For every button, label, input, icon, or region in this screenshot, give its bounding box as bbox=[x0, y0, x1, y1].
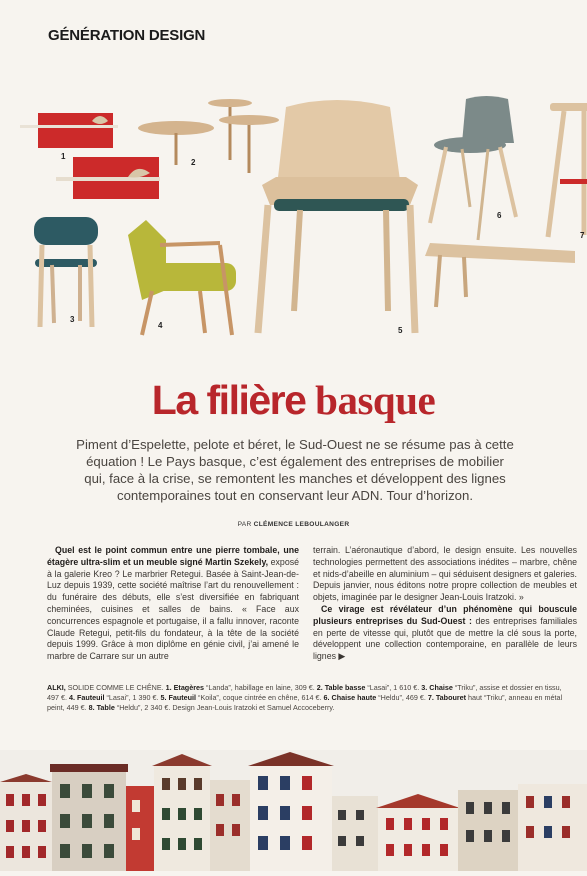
body-text: exposé à la galerie Kreo ? Le marbrier Retegui. Basée à Saint-Jean-de-Luz depuis 1939, cette société maîtrise l’art du renouvellement : du funéraire des débuts, elle s’est diversifiée en fabriquant cheminées, cuisines et salles de bains. « Face aux concurrences espagnole et portugaise, il a fallu innover, raconte Claude Retegui, petit-fils du fondateur, à la tête de la société depuis 1999. Grâce à mon diplôme en génie civil, j’ai amené le marbre de Carrare sur un autre bbox=[47, 556, 299, 662]
caption-detail: “Koila”, coque cintrée en chêne, 614 €. bbox=[196, 693, 322, 702]
house bbox=[126, 786, 156, 871]
subhead-bold: Ce virage est révélateur d’un phénomène qui bouscule plusieurs entreprises du Sud-Ouest : bbox=[313, 603, 577, 626]
house bbox=[152, 754, 212, 871]
body-column-left bbox=[47, 545, 299, 663]
caption-num: 4. bbox=[68, 693, 75, 702]
house bbox=[210, 780, 250, 871]
body-column-right bbox=[313, 545, 577, 663]
caption-name: Fauteuil bbox=[76, 693, 105, 702]
caption-detail: “Heldu”, 2 340 €. Design Jean-Louis Iratzoki et Samuel Accoceberry. bbox=[114, 703, 335, 712]
caption-num: 2. bbox=[316, 683, 323, 692]
high-chair-heldu bbox=[430, 96, 516, 240]
shelf-landa-upper bbox=[20, 113, 118, 148]
body-text: des entreprises familiales en perte de vitesse qui, plutôt que de mettre la clé sous la porte, développent une collection contemporaine, en parallèle de leurs lignes ▶ bbox=[313, 615, 578, 662]
product-number: 7 bbox=[580, 231, 585, 240]
product-number: 3 bbox=[70, 315, 75, 324]
product-number: 4 bbox=[158, 321, 163, 330]
byline-author: CLÉMENCE LEBOULANGER bbox=[253, 521, 350, 528]
caption-name: Etagères bbox=[173, 683, 204, 692]
caption-detail: “Landa”, habillage en laine, 309 €. bbox=[204, 683, 315, 692]
caption-num: 8. bbox=[88, 703, 95, 712]
caption-name: Tabouret bbox=[435, 693, 467, 702]
intro-bold: Quel est le point commun entre une pierre tombale, une étagère ultra-slim et un meuble signé Martin Szekely, bbox=[47, 545, 299, 567]
caption-detail: “Lasai”, 1 610 €. bbox=[365, 683, 420, 692]
furniture-illustration bbox=[0, 85, 587, 385]
caption-num: 3. bbox=[421, 683, 428, 692]
byline-prefix: PAR bbox=[237, 521, 252, 528]
caption-num: 1. bbox=[165, 683, 172, 692]
lede: Piment d’Espelette, pelote et béret, le Sud-Ouest ne se résume pas à cette équation ! Le Pays basque, c’est également des entreprises de mobilier qui, face à la crise, se remontent les manches et développent des lignes contemporaines tout en conservant leur ADN. Tour d’horizon. bbox=[76, 437, 514, 503]
house bbox=[376, 794, 460, 871]
house bbox=[50, 764, 128, 871]
caption-name: Chaise bbox=[429, 683, 453, 692]
chair-triku bbox=[34, 217, 98, 327]
product-number: 5 bbox=[398, 326, 403, 335]
section-title: GÉNÉRATION DESIGN bbox=[48, 27, 206, 44]
caption-lead: ALKI, bbox=[47, 683, 66, 692]
headline bbox=[0, 376, 587, 424]
house bbox=[518, 784, 587, 871]
street-photo bbox=[0, 750, 587, 871]
caption-name: Chaise haute bbox=[331, 693, 377, 702]
table-heldu bbox=[425, 243, 575, 307]
product-number: 6 bbox=[497, 211, 502, 220]
house bbox=[248, 752, 334, 871]
caption-num: 6. bbox=[323, 693, 330, 702]
caption-lead-text: SOLIDE COMME LE CHÊNE. bbox=[65, 683, 164, 692]
caption-name: Table basse bbox=[324, 683, 366, 692]
armchair-koila bbox=[258, 100, 418, 333]
caption-name: Fauteuil bbox=[168, 693, 197, 702]
caption-detail: haut “Triku”, anneau en métal peint, 449 €. bbox=[47, 693, 563, 712]
caption-name: Table bbox=[96, 703, 115, 712]
body-paragraph: terrain. L’aéronautique d’abord, le design ensuite. Les nouvelles technologies permettent des associations inédites – marbre, chêne et nids-d’abeille en aluminium – qui séduisent designers et galeries. Depuis janvier, nous éditons notre propre collection de meubles et objets, imaginée par le designer Jean-Louis Iratzoki. » bbox=[313, 545, 577, 603]
house bbox=[332, 796, 378, 871]
stool-triku bbox=[548, 103, 587, 237]
caption-detail: “Lasai”, 1 390 €. bbox=[104, 693, 159, 702]
caption-num: 5. bbox=[160, 693, 167, 702]
shelf-landa-lower bbox=[56, 157, 160, 199]
caption-detail: “Triku”, assise et dossier en tissu, 497 €. bbox=[47, 683, 562, 702]
caption-num: 7. bbox=[427, 693, 434, 702]
table-lasai bbox=[138, 99, 279, 173]
product-number: 2 bbox=[191, 158, 196, 167]
house bbox=[0, 774, 52, 871]
armchair-lasai bbox=[128, 220, 236, 335]
headline-part1: La filière bbox=[151, 377, 306, 423]
caption-detail: “Heldu”, 469 €. bbox=[376, 693, 426, 702]
basque-houses-illustration bbox=[0, 750, 587, 871]
photo-caption bbox=[47, 683, 575, 713]
byline bbox=[0, 521, 587, 528]
product-number: 1 bbox=[61, 152, 66, 161]
house bbox=[458, 790, 518, 871]
headline-part2: basque bbox=[315, 377, 436, 423]
product-photo bbox=[0, 85, 587, 385]
